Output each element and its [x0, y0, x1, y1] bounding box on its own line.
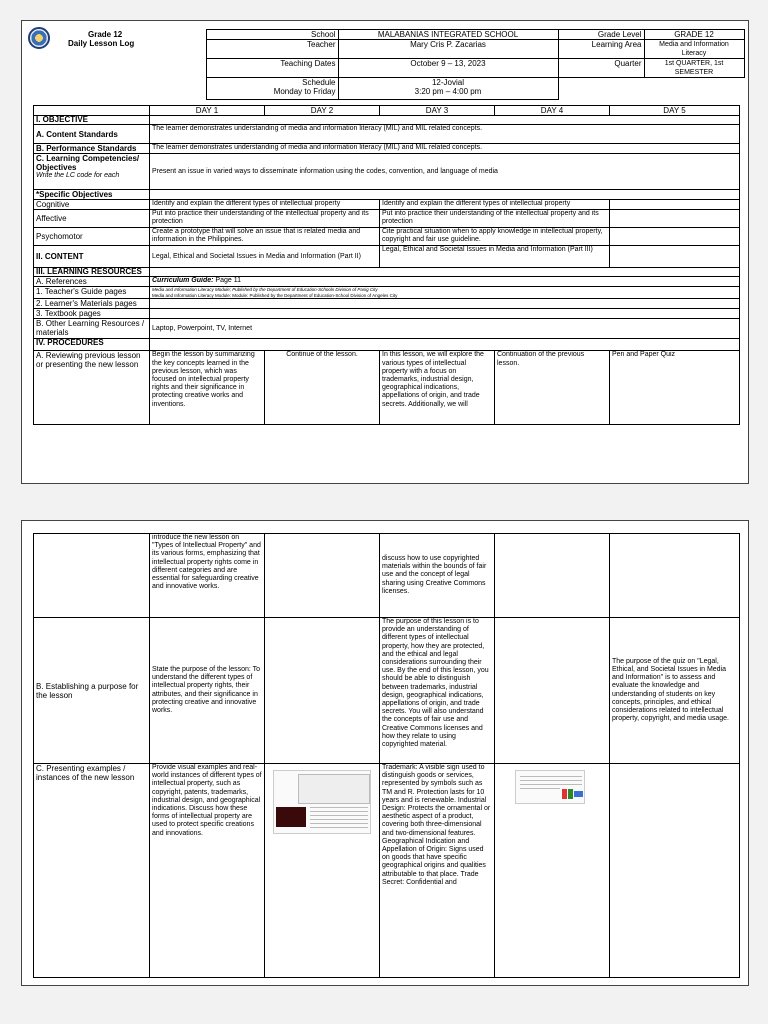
content-day34: Legal, Ethical and Societal Issues in Media and Information (Part III)	[380, 246, 610, 268]
school-value: MALABANIAS INTEGRATED SCHOOL	[338, 30, 558, 40]
school-label: School	[206, 30, 338, 40]
reviewing-day1: Begin the lesson by summarizing the key concepts learned in the previous lesson, which was focused on intellectual property rights and their significance in protecting creative works and inventions.	[150, 351, 265, 425]
grade-level-label: Grade Level	[558, 30, 644, 40]
schedule-label-1: Schedule	[302, 78, 336, 87]
logo-red-mark	[562, 789, 567, 799]
cognitive-label: Cognitive	[34, 200, 150, 210]
resources-heading: III. LEARNING RESOURCES	[34, 268, 150, 277]
slide-thumbnail-image	[273, 770, 371, 834]
schedule-value	[338, 78, 558, 100]
purpose-day5: The purpose of the quiz on "Legal, Ethical, and Societal Issues in Media and Information" is to assess and evaluate the knowledge and understanding of students on key concepts, principles, and ethical considerations related to intellectual property, copyright, and media usage.	[610, 618, 740, 764]
examples-day4-image-cell	[495, 764, 610, 978]
competency-text: Present an issue in varied ways to disseminate information using the codes, convention, and language of media	[150, 154, 740, 190]
psychomotor-day12: Create a prototype that will solve an issue that is related media and information in the Philippines.	[150, 228, 380, 246]
grade-level-value: GRADE 12	[644, 30, 744, 40]
header-table	[28, 29, 745, 100]
purpose-day3: The purpose of this lesson is to provide an understanding of different types of intellectual property, how they are protected, and the ethical and legal considerations surrounding their use. By the end of this lesson, you should be able to distinguish between trademarks, industrial design, geographical indications, appellations of origin, and trade secrets. You will also understand the concepts of fair use and Creative Commons licenses and how they relate to using copyrighted material.	[380, 618, 495, 764]
reviewing-day1-cont: introduce the new lesson on "Types of Intellectual Property" and its various forms, emphasizing that intellectual property rights come in different categories and are essential for safeguarding creative and innovative works.	[150, 534, 265, 618]
cognitive-day34: Identify and explain the different types of intellectual property	[380, 200, 610, 210]
slide-thumbnail-dark-panel	[276, 807, 306, 827]
grade-title: Grade 12	[88, 29, 123, 39]
affective-label: Affective	[34, 210, 150, 228]
teachers-guide-value-2: Media and Information Literacy Module: Module: Published by the Department of Education-School Division of Angeles City	[152, 292, 398, 298]
objective-heading: I. OBJECTIVE	[34, 116, 150, 125]
day-5-header: DAY 5	[610, 106, 740, 116]
lesson-log-page-1	[21, 20, 749, 484]
examples-day1: Provide visual examples and real-world instances of different types of intellectual property, such as copyright, patents, trademarks, industrial design, and geographical indications. Discuss how these forms of intellectual property are used to protect specific creations and innovations.	[150, 764, 265, 978]
content-standards-text: The learner demonstrates understanding of media and information literacy (MIL) and MIL related concepts.	[152, 125, 483, 133]
schedule-value-1: 12-Jovial	[431, 78, 464, 87]
lesson-log-page-2	[21, 520, 749, 986]
performance-standards-label: B. Performance Standards	[34, 144, 150, 154]
psychomotor-label: Psychomotor	[34, 228, 150, 246]
curriculum-guide-page: Page 11	[213, 277, 241, 285]
reviewing-day3-cont: discuss how to use copyrighted materials within the bounds of fair use and the concept of legal sharing using Creative Commons licenses.	[380, 534, 495, 618]
other-resources-label: B. Other Learning Resources / materials	[34, 319, 150, 339]
log-title: Daily Lesson Log	[68, 38, 135, 48]
title-block	[28, 30, 206, 100]
affective-day34: Put into practice their understanding of the intellectual property and its protection	[380, 210, 610, 228]
specific-objectives-label: *Specific Objectives	[34, 190, 150, 200]
teachers-guide-label: 1. Teacher's Guide pages	[34, 287, 150, 299]
other-resources-value: Laptop, Powerpoint, TV, Internet	[150, 319, 740, 339]
learners-materials-label: 2. Learner's Materials pages	[34, 299, 150, 309]
purpose-label: B. Establishing a purpose for the lesson	[34, 618, 150, 764]
textbook-label: 3. Textbook pages	[34, 309, 150, 319]
psychomotor-day34: Cite practical situation when to apply knowledge in intellectual property, copyright and fair use guideline.	[380, 228, 610, 246]
content-label: II. CONTENT	[34, 246, 150, 268]
teachers-guide-value	[150, 287, 740, 299]
curriculum-guide-label: Curriculum Guide:	[152, 277, 214, 285]
cognitive-day12: Identify and explain the different types of intellectual property	[150, 200, 380, 210]
day-4-header: DAY 4	[495, 106, 610, 116]
logo-green-mark	[568, 789, 573, 799]
references-label: A. References	[34, 277, 150, 287]
day-1-header: DAY 1	[150, 106, 265, 116]
dates-value: October 9 – 13, 2023	[338, 59, 558, 78]
content-standards-label: A. Content Standards	[34, 125, 150, 144]
competency-cell	[34, 154, 150, 190]
teachers-guide-value-1: Media and Information Literacy Module; Published by the Department of Education-Schools Division of Pasig City	[152, 287, 378, 293]
reviewing-day5: Pen and Paper Quiz	[610, 351, 740, 425]
quarter-value: 1st QUARTER, 1st SEMESTER	[644, 59, 744, 78]
purpose-day1: State the purpose of the lesson: To understand the different types of intellectual property rights, their attributes, and their significance in protecting creative and innovative works.	[150, 618, 265, 764]
day-2-header: DAY 2	[265, 106, 380, 116]
competency-sub: Write the LC code for each	[36, 172, 120, 180]
procedures-heading: IV. PROCEDURES	[34, 339, 150, 351]
content-day12: Legal, Ethical and Societal Issues in Media and Information (Part II)	[150, 246, 380, 268]
quarter-label: Quarter	[558, 59, 644, 78]
teacher-value: Mary Cris P. Zacarias	[338, 40, 558, 59]
reviewing-day3: In this lesson, we will explore the various types of intellectual property with a focus on trademarks, industrial design, geographical indications, appellations of origin, and trade secrets. Additionally, we will	[380, 351, 495, 425]
trademark-thumbnail-image	[515, 770, 585, 804]
learning-area-label: Learning Area	[558, 40, 644, 59]
reviewing-day4: Continuation of the previous lesson.	[495, 351, 610, 425]
lesson-table-continued	[33, 533, 740, 978]
competency-label: C. Learning Competencies/ Objectives	[36, 154, 140, 173]
logo-blue-mark	[574, 791, 583, 797]
references-value	[150, 277, 740, 287]
performance-standards-text: The learner demonstrates understanding of media and information literacy (MIL) and MIL related concepts.	[150, 144, 740, 154]
examples-label: C. Presenting examples / instances of the new lesson	[34, 764, 150, 978]
lesson-table	[33, 105, 740, 425]
schedule-label	[206, 78, 338, 100]
reviewing-day2: Continue of the lesson.	[265, 351, 380, 425]
learning-area-value: Media and Information Literacy	[644, 40, 744, 59]
schedule-label-2: Monday to Friday	[273, 87, 336, 96]
examples-day3: Trademark: A visible sign used to distinguish goods or services, represented by symbols such as TM and R. Protection lasts for 10 years and is renewable. Industrial Design: Protects the ornamental or aesthetic aspect of a product, covering both three-dimensional and two-dimensional features. Geographical Indication and Appellation of Origin: Signs used on goods that have specific geographical origins and qualities attributable to that place. Trade Secret: Confidential and	[380, 764, 495, 978]
schedule-value-2: 3:20 pm – 4:00 pm	[414, 87, 482, 96]
examples-day2-image-cell	[265, 764, 380, 978]
teacher-label: Teacher	[206, 40, 338, 59]
day-3-header: DAY 3	[380, 106, 495, 116]
slide-thumbnail-table	[298, 774, 370, 804]
affective-day12: Put into practice their understanding of the intellectual property and its protection	[150, 210, 380, 228]
dates-label: Teaching Dates	[206, 59, 338, 78]
reviewing-label: A. Reviewing previous lesson or presenting the new lesson	[34, 351, 150, 425]
